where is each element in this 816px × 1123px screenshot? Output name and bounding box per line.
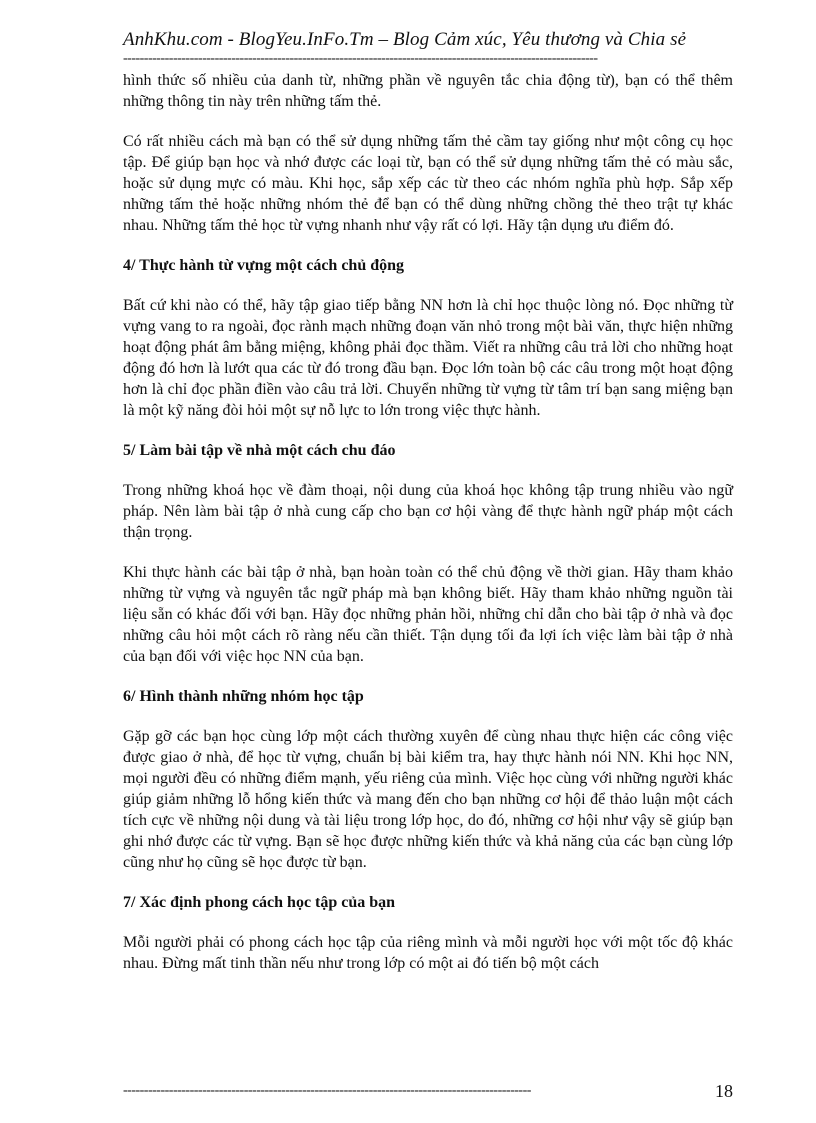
paragraph-4: Trong những khoá học về đàm thoại, nội dung của khoá học không tập trung nhiều vào ngữ pháp. Nên làm bài tập ở nhà cung cấp cho bạn cơ hội vàng để thực hành ngữ pháp một cách thận trọng.: [123, 482, 733, 541]
header-title: AnhKhu.com - BlogYeu.InFo.Tm – Blog Cảm xúc, Yêu thương và Chia sẻ: [123, 29, 687, 50]
paragraph-5: Khi thực hành các bài tập ở nhà, bạn hoàn toàn có thể chủ động về thời gian. Hãy tham khảo những từ vựng và nguyên tắc ngữ pháp mà bạn không biết. Hãy tham khảo những nguồn tài liệu sẵn có khác đối với bạn. Hãy đọc những phản hồi, những chỉ dẫn cho bài tập ở nhà và đọc những câu hỏi một cách rõ ràng nếu cần thiết. Tận dụng tối đa lợi ích việc làm bài tập ở nhà của bạn đối với việc học NN của bạn.: [123, 564, 733, 665]
header-divider: ------------------------------------------------------------------------------------------------------------------: [123, 54, 598, 66]
paragraph-7: Mỗi người phải có phong cách học tập của riêng mình và mỗi người học với một tốc độ khác nhau. Đừng mất tinh thần nếu như trong lớp có một ai đó tiến bộ một cách: [123, 934, 733, 972]
document-page: [123, 28, 733, 993]
section-heading-5: 5/ Làm bài tập về nhà một cách chu đáo: [123, 442, 396, 459]
page-number: 18: [715, 1081, 733, 1101]
section-heading-4: 4/ Thực hành từ vựng một cách chủ động: [123, 257, 405, 274]
section-heading-6: 6/ Hình thành những nhóm học tập: [123, 688, 364, 705]
paragraph-3: Bất cứ khi nào có thể, hãy tập giao tiếp bằng NN hơn là chỉ học thuộc lòng nó. Đọc những từ vựng vang to ra ngoài, đọc rành mạch những đoạn văn nhỏ trong một bài văn, thực hiện những hoạt động phát âm bằng miệng, không phải đọc thầm. Viết ra những câu trả lời cho những hoạt động đó hơn là lướt qua các từ đó trong đầu bạn. Đọc lớn toàn bộ các câu trong một hoạt động hơn là chỉ đọc phần điền vào câu trả lời. Chuyển những từ vựng từ tâm trí bạn sang miệng bạn là một kỹ năng đòi hỏi một sự nỗ lực to lớn trong việc thực hành.: [123, 297, 733, 419]
paragraph-1: hình thức số nhiều của danh từ, những phần về nguyên tắc chia động từ), bạn có thể thêm những thông tin này trên những tấm thẻ.: [123, 72, 733, 110]
paragraph-6: Gặp gỡ các bạn học cùng lớp một cách thường xuyên để cùng nhau thực hiện các công việc được giao ở nhà, để học từ vựng, chuẩn bị bài kiểm tra, hay thực hành nói NN. Khi học NN, mọi người đều có những điểm mạnh, yếu riêng của mình. Việc học cùng với những người khác giúp giảm những lỗ hổng kiến thức và mang đến cho bạn những cơ hội để thảo luận một cách tích cực về những nội dung và tài liệu trong lớp học, do đó, những cơ hội như vậy sẽ giúp bạn ghi nhớ được các từ vựng. Bạn sẽ học được những kiến thức và khả năng của các bạn cùng lớp cũng như họ cũng sẽ học được từ bạn.: [123, 728, 733, 871]
paragraph-2: Có rất nhiều cách mà bạn có thể sử dụng những tấm thẻ cầm tay giống như một công cụ học tập. Để giúp bạn học và nhớ được các loại từ, bạn có thể sử dụng những tấm thẻ có màu sắc, hoặc sử dụng mực có màu. Khi học, sắp xếp các từ theo các nhóm nghĩa phù hợp. Sắp xếp những tấm thẻ hoặc những nhóm thẻ để bạn có thể dùng những chồng thẻ theo trật tự khác nhau. Những tấm thẻ học từ vựng nhanh như vậy rất có lợi. Hãy tận dụng ưu điểm đó.: [123, 133, 733, 234]
page-footer: [123, 1080, 733, 1104]
section-heading-7: 7/ Xác định phong cách học tập của bạn: [123, 894, 396, 911]
footer-divider: --------------------------------------------------------------------------------------------------: [123, 1084, 531, 1098]
